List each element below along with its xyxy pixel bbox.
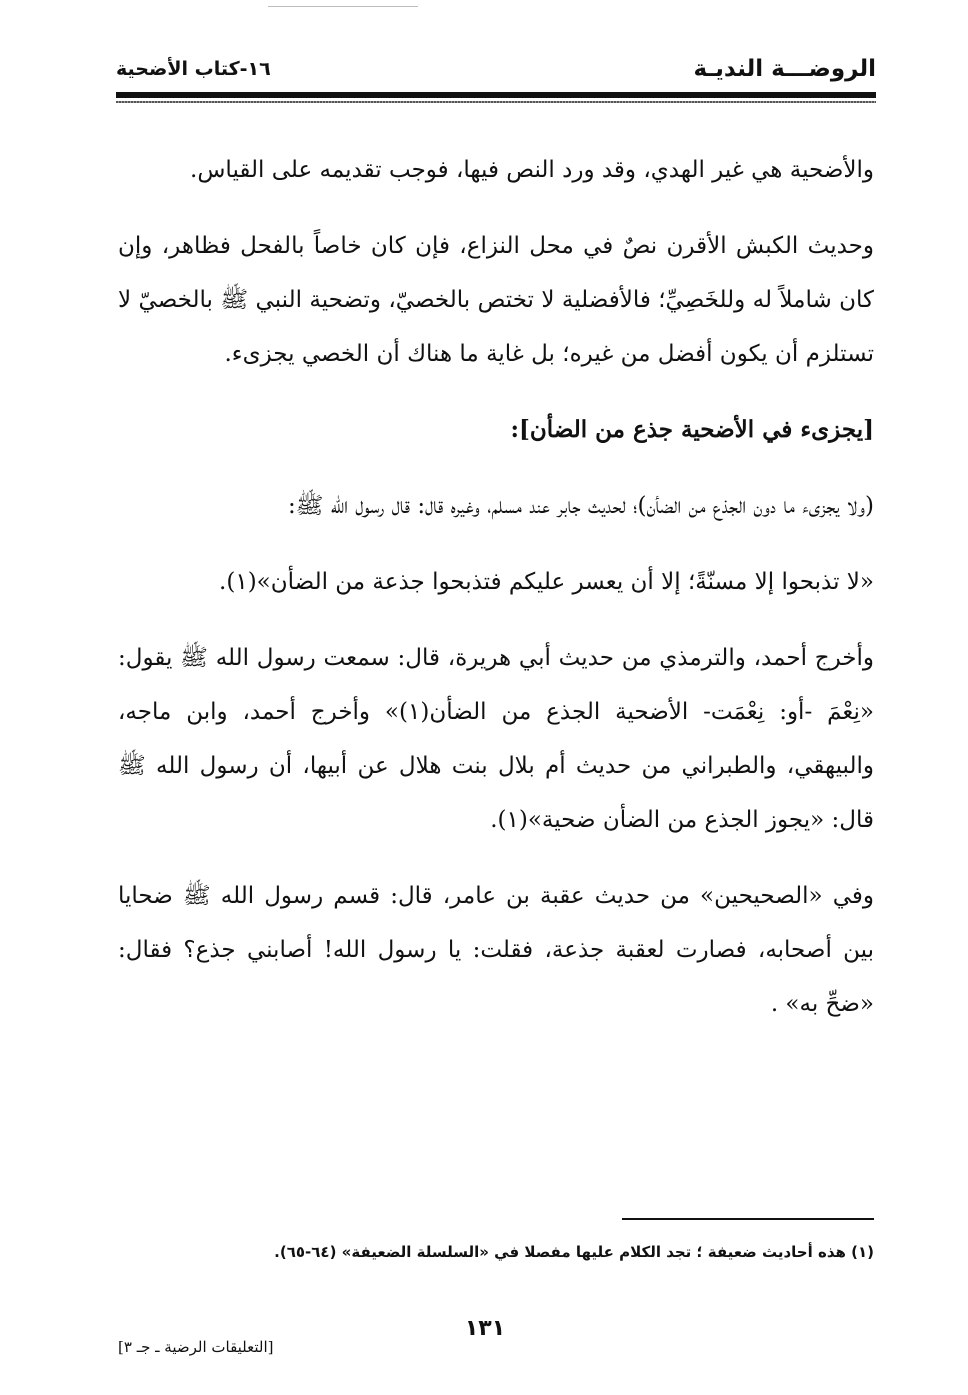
paragraph-5: وأخرج أحمد، والترمذي من حديث أبي هريرة، قال: سمعت رسول الله ﷺ يقول: «نِعْمَ -أو: نِعْمَت- الأضحية الجذع من الضأن(١)» وأخرج أحمد، وابن ماجه، والبيهقي، والطبراني من حديث أم بلال بنت هلال عن أبيها، أن رسول الله ﷺ قال: «يجوز الجذع من الضأن ضحية»(١). bbox=[118, 645, 874, 833]
page-number: ١٣١ bbox=[464, 1316, 506, 1341]
printer-signature: [التعليقات الرضية ـ جـ ٣] bbox=[118, 1338, 274, 1356]
running-header bbox=[116, 56, 876, 92]
header-rule bbox=[116, 92, 876, 98]
paragraph-1: والأضحية هي غير الهدي، وقد ورد النص فيها، فوجب تقديمه على القياس. bbox=[190, 157, 874, 183]
chapter-title: ١٦-كتاب الأضحية bbox=[116, 58, 271, 80]
footnote-separator bbox=[622, 1218, 874, 1220]
section-heading: [يجزىء في الأضحية جذع من الضأن]: bbox=[510, 416, 874, 443]
paragraph-4: «لا تذبحوا إلا مسنّةً؛ إلا أن يعسر عليكم فتذبحوا جذعة من الضأن»(١). bbox=[219, 569, 874, 595]
footnote: (١) هذه أحاديث ضعيفة ؛ تجد الكلام عليها مفصلا في «السلسلة الضعيفة» (٦٤-٦٥). bbox=[274, 1243, 874, 1261]
paragraph-3: (ولا يجزىء ما دون الجذع من الضأن)؛ لحديث جابر عند مسلم، وغيره قال: قال رسول الله ﷺ: bbox=[287, 493, 874, 519]
book-title: الروضـــة النديـة bbox=[693, 56, 876, 82]
paragraph-2: وحديث الكبش الأقرن نصٌ في محل النزاع، فإن كان خاصاً بالفحل فظاهر، وإن كان شاملاً له وللخَصِيِّ؛ فالأفضلية لا تختص بالخصيّ، وتضحية النبي ﷺ بالخصيّ لا تستلزم أن يكون أفضل من غيره؛ بل غاية ما هناك أن الخصي يجزىء. bbox=[118, 233, 874, 367]
main-text bbox=[118, 143, 874, 1051]
scan-artifact-line bbox=[268, 6, 418, 7]
header-rule-dotted bbox=[116, 101, 876, 103]
paragraph-6: وفي «الصحيحين» من حديث عقبة بن عامر، قال: قسم رسول الله ﷺ ضحايا بين أصحابه، فصارت لعقبة جذعة، فقلت: يا رسول الله! أصابني جذع؟ فقال: «ضحِّ به» . bbox=[118, 883, 874, 1017]
